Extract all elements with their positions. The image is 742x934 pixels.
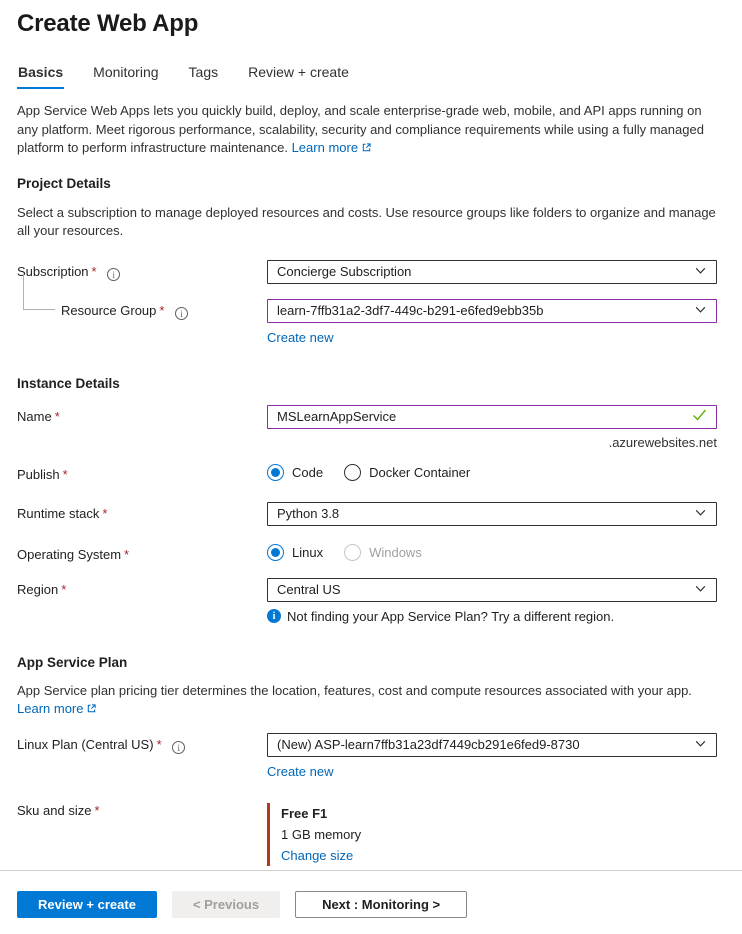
publish-row [17,463,717,482]
chevron-down-icon [694,582,707,598]
intro-paragraph [17,102,717,159]
chevron-down-icon [694,737,707,753]
required-asterisk: * [91,263,97,279]
name-input-wrap [267,405,717,429]
linux-plan-create-new-link[interactable]: Create new [267,763,334,779]
project-details-heading: Project Details [17,175,111,191]
required-asterisk: * [159,302,165,318]
publish-option-code[interactable]: Code [267,464,323,481]
subscription-label: Subscription * i [17,260,267,282]
sku-label: Sku and size * [17,802,100,818]
tab-monitoring[interactable]: Monitoring [93,64,159,80]
domain-suffix: .azurewebsites.net [608,434,717,450]
external-link-icon [86,701,97,720]
linux-plan-dropdown[interactable]: (New) ASP-learn7ffb31a23df7449cb291e6fed9-8730 [267,733,717,757]
app-service-plan-heading: App Service Plan [17,654,128,670]
region-row [17,578,717,624]
resource-group-create-new-link[interactable]: Create new [267,329,334,345]
page-title: Create Web App [17,10,199,37]
linux-plan-row [17,733,717,779]
subscription-row [17,260,717,284]
review-create-button[interactable]: Review + create [17,891,157,918]
radio-selected-icon [267,544,284,561]
resource-group-label: Resource Group * i [17,299,267,321]
external-link-icon [361,140,372,159]
operating-system-radio-group [267,544,717,561]
sku-row [17,799,717,866]
resource-group-dropdown[interactable]: learn-7ffb31a2-3df7-449c-b291-e6fed9ebb35b [267,299,717,323]
os-option-linux[interactable]: Linux [267,544,323,561]
sku-summary-block [267,803,717,866]
os-option-windows: Windows [344,544,422,561]
sku-memory: 1 GB memory [281,826,362,842]
info-icon[interactable]: i [175,307,188,320]
region-info-note: i Not finding your App Service Plan? Try a different region. [267,609,717,624]
name-row [17,405,717,450]
radio-unselected-icon [344,464,361,481]
required-asterisk: * [156,736,162,752]
required-asterisk: * [61,581,67,597]
operating-system-row [17,543,717,562]
required-asterisk: * [62,466,68,482]
region-dropdown[interactable]: Central US [267,578,717,602]
linux-plan-label: Linux Plan (Central US) * i [17,733,267,755]
required-asterisk: * [54,408,60,424]
sku-tier: Free F1 [281,805,328,821]
wizard-tabs [17,60,717,89]
name-label: Name * [17,408,60,424]
previous-button[interactable]: < Previous [172,891,280,918]
runtime-stack-dropdown[interactable]: Python 3.8 [267,502,717,526]
change-size-link[interactable]: Change size [281,847,354,863]
next-monitoring-button[interactable]: Next : Monitoring > [295,891,467,918]
asp-learn-more-link[interactable]: Learn more [17,701,97,716]
publish-label: Publish * [17,466,68,482]
valid-check-icon [692,409,707,424]
tab-basics[interactable]: Basics [17,60,64,89]
tab-tags[interactable]: Tags [188,64,219,80]
chevron-down-icon [694,303,707,319]
tab-review-create[interactable]: Review + create [248,64,349,80]
operating-system-label: Operating System * [17,546,130,562]
chevron-down-icon [694,506,707,522]
required-asterisk: * [124,546,130,562]
info-icon[interactable]: i [172,741,185,754]
runtime-stack-row [17,502,717,526]
project-details-description: Select a subscription to manage deployed resources and costs. Use resource groups like folders to organize and manage all your resources. [17,204,716,238]
intro-learn-more-link[interactable]: Learn more [292,140,372,155]
name-input[interactable] [277,409,692,424]
info-filled-icon: i [267,609,281,623]
resource-group-row [17,299,717,345]
subscription-dropdown[interactable]: Concierge Subscription [267,260,717,284]
publish-radio-group [267,464,717,481]
radio-selected-icon [267,464,284,481]
chevron-down-icon [694,264,707,280]
required-asterisk: * [94,802,100,818]
runtime-stack-label: Runtime stack * [17,505,108,521]
instance-details-heading: Instance Details [17,375,120,391]
info-icon[interactable]: i [107,268,120,281]
publish-option-docker-container[interactable]: Docker Container [344,464,470,481]
region-label: Region * [17,581,67,597]
intro-text: App Service Web Apps lets you quickly build, deploy, and scale enterprise-grade web, mobile, and API apps running on any platform. Meet rigorous performance, scalability, security and compliance requirements while using a fully managed platform to perform infrastructure maintenance. [17,103,704,155]
wizard-footer [0,870,742,934]
required-asterisk: * [102,505,108,521]
radio-disabled-icon [344,544,361,561]
hierarchy-connector-line [23,274,55,310]
app-service-plan-description: App Service plan pricing tier determines the location, features, cost and compute resources associated with your app. Learn more [17,682,717,720]
